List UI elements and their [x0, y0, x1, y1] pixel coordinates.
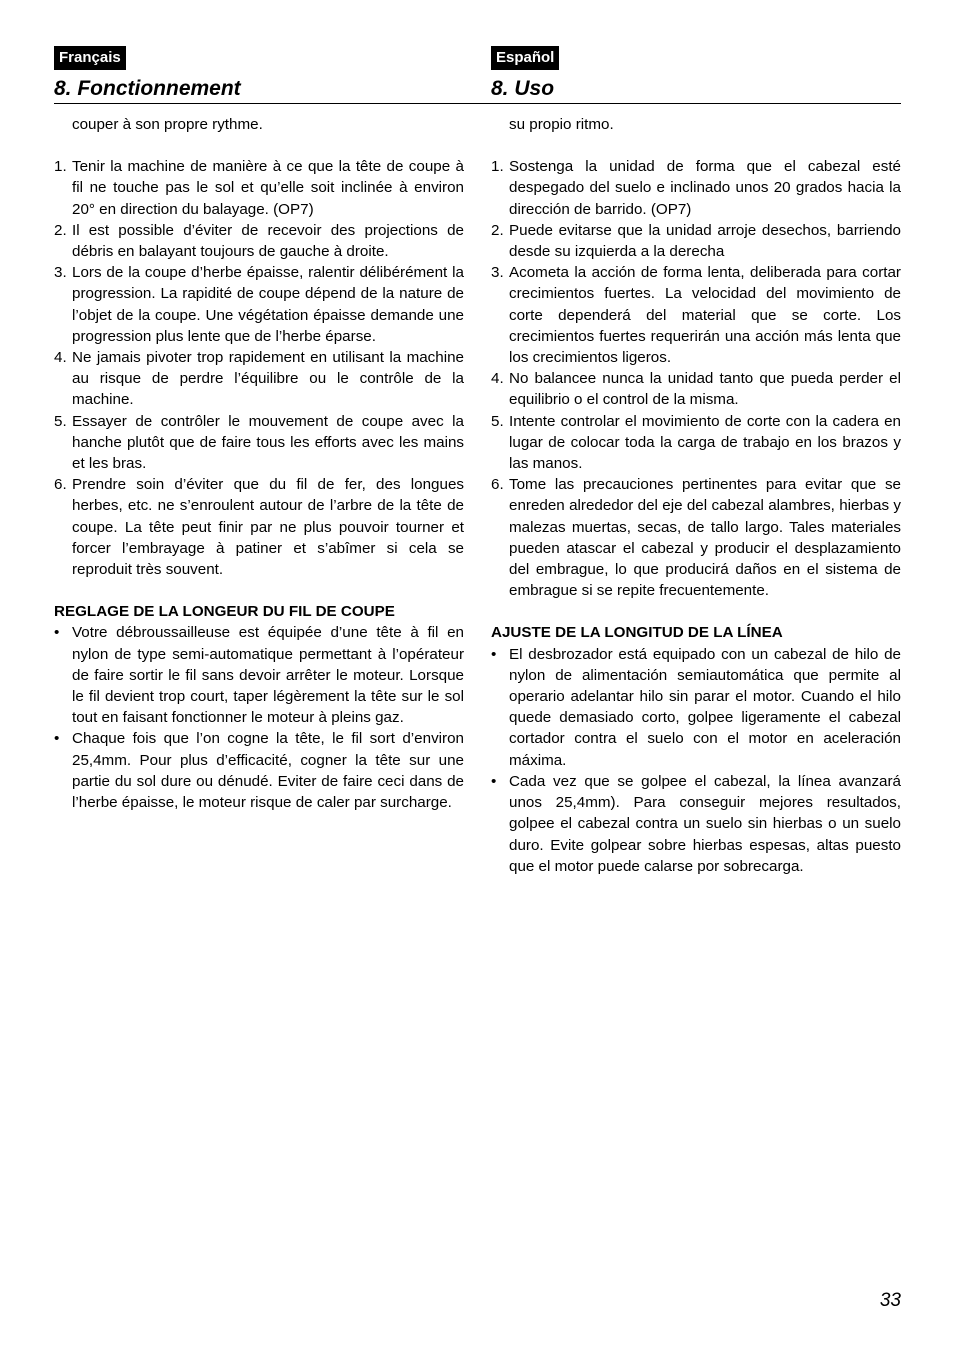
- spanish-column: [491, 114, 901, 877]
- intro-text: su propio ritmo.: [509, 116, 614, 133]
- bullet-icon: •: [491, 772, 497, 790]
- list-text: Tenir la machine de manière à ce que la tête de coupe à fil ne touche pas le sol et qu’elle soit inclinée à environ 20° en direction du balayage. (OP7): [72, 158, 464, 218]
- list-number: 4.: [54, 349, 67, 367]
- steps-list: [54, 156, 464, 580]
- list-item: [54, 728, 464, 813]
- list-text: Sostenga la unidad de forma que el cabezal esté despegado del suelo e inclinado unos 20 grados hacia la dirección de barrido. (OP7): [509, 158, 901, 218]
- list-text: No balancee nunca la unidad tanto que pueda perder el equilibrio o el control de la misma.: [509, 370, 901, 409]
- list-number: 4.: [491, 370, 504, 388]
- list-item: [491, 411, 901, 475]
- list-text: Prendre soin d’éviter que du fil de fer, des longues herbes, etc. ne s’enroulent autour de l’arbre de la tête de coupe. La tête peut finir par ne plus pouvoir tourner et forcer l’embrayage à patiner et s’abîmer si cela se reproduit très souvent.: [72, 476, 464, 579]
- bullet-icon: •: [491, 645, 497, 663]
- list-text: Il est possible d’éviter de recevoir des projections de débris en balayant toujours de gauche à droite.: [72, 221, 464, 261]
- list-number: 3.: [491, 264, 504, 282]
- list-number: 2.: [54, 221, 67, 239]
- french-column: [54, 114, 464, 813]
- list-item: [491, 644, 901, 771]
- list-item: [491, 262, 901, 368]
- list-item: [491, 220, 901, 262]
- list-text: Chaque fois que l’on cogne la tête, le fil sort d’environ 25,4mm. Pour plus d’efficacité, cogner la tête sur une partie du sol dure ou dénudé. Eviter de faire ceci dans de l’herbe épaisse, le moteur risque de caler par surcharge.: [72, 730, 464, 812]
- bullet-icon: •: [54, 730, 60, 748]
- language-badge-french: Français: [54, 46, 126, 70]
- subheading: AJUSTE DE LA LONGITUD DE LA LÍNEA: [491, 624, 783, 642]
- list-number: 1.: [54, 158, 67, 176]
- list-number: 2.: [491, 221, 504, 239]
- spanish-header: [491, 46, 901, 103]
- page-number: 33: [879, 1290, 901, 1311]
- list-item: [54, 156, 464, 220]
- list-number: 5.: [491, 412, 504, 430]
- list-item: [54, 474, 464, 580]
- steps-list: [491, 156, 901, 601]
- list-text: Cada vez que se golpee el cabezal, la línea avanzará unos 25,4mm). Para conseguir mejores resultados, golpee el cabezal contra un suelo sin hierbas o un suelo duro. Evite golpear sobre hierbas espesas, altas puesto que el motor puede calarse por sobrecarga.: [509, 772, 901, 875]
- intro-text: couper à son propre rythme.: [72, 116, 263, 133]
- list-item: [491, 368, 901, 410]
- list-text: Votre débroussailleuse est équipée d’une tête à fil en nylon de type semi-automatique permettant à l’opérateur de faire sortir le fil sans devoir arrêter le moteur. Lorsque le fil devient trop court, taper légèrement la tête sur le sol tout en faisant fonctionner le moteur à pleins gaz.: [72, 624, 464, 727]
- list-number: 5.: [54, 412, 67, 430]
- list-item: [54, 347, 464, 411]
- list-text: Puede evitarse que la unidad arroje desechos, barriendo desde su izquierda a la derecha: [509, 221, 901, 261]
- list-text: Intente controlar el movimiento de corte con la cadera en lugar de colocar toda la carga de trabajo en los brazos y las manos.: [509, 412, 901, 473]
- french-header: [54, 46, 464, 103]
- list-text: Essayer de contrôler le mouvement de coupe avec la hanche plutôt que de faire tous les efforts avec les mains et les bras.: [72, 412, 464, 473]
- list-item: [54, 220, 464, 262]
- list-number: 6.: [54, 476, 67, 494]
- list-item: [54, 262, 464, 347]
- subheading: REGLAGE DE LA LONGEUR DU FIL DE COUPE: [54, 603, 395, 621]
- list-number: 1.: [491, 158, 504, 176]
- list-text: Lors de la coupe d’herbe épaisse, ralentir délibérément la progression. La rapidité de coupe dépend de la nature de l’objet de la coupe. Une végétation épaisse demande une progression plus lente que de l’herbe éparse.: [72, 264, 464, 345]
- list-number: 3.: [54, 264, 67, 282]
- list-number: 6.: [491, 476, 504, 494]
- list-item: [491, 771, 901, 877]
- bullet-list: [491, 644, 901, 877]
- header-divider: [54, 103, 901, 104]
- section-title-spanish: 8. Uso: [491, 77, 555, 100]
- bullet-icon: •: [54, 624, 60, 642]
- list-text: Ne jamais pivoter trop rapidement en utilisant la machine au risque de perdre l’équilibre ou le contrôle de la machine.: [72, 349, 464, 409]
- bullet-list: [54, 622, 464, 813]
- list-item: [54, 622, 464, 728]
- list-text: Acometa la acción de forma lenta, deliberada para cortar crecimientos fuertes. La velocidad del movimiento de corte dependerá del material que se corte. Los crecimientos fuertes requerirán una acción más lenta que los crecimientos ligeros.: [509, 264, 901, 367]
- language-badge-spanish: Español: [491, 46, 559, 70]
- list-item: [54, 411, 464, 475]
- list-item: [491, 474, 901, 601]
- list-item: [491, 156, 901, 220]
- list-text: El desbrozador está equipado con un cabezal de hilo de nylon de alimentación semiautomática que permite al operario adelantar hilo sin parar el motor. Cuando el hilo quede demasiado corto, golpee ligeramente el cabezal cortador contra el suelo con el motor en aceleración máxima.: [509, 645, 901, 769]
- list-text: Tome las precauciones pertinentes para evitar que se enreden alrededor del eje del cabezal alambres, hierbas y malezas muertas, secas, de tallo largo. Tales materiales pueden atascar el cabezal y producir el desplazamiento del embrague, lo que producirá daños en el sistema de embrague si se repite frecuentemente.: [509, 476, 901, 600]
- section-title-french: 8. Fonctionnement: [54, 77, 241, 100]
